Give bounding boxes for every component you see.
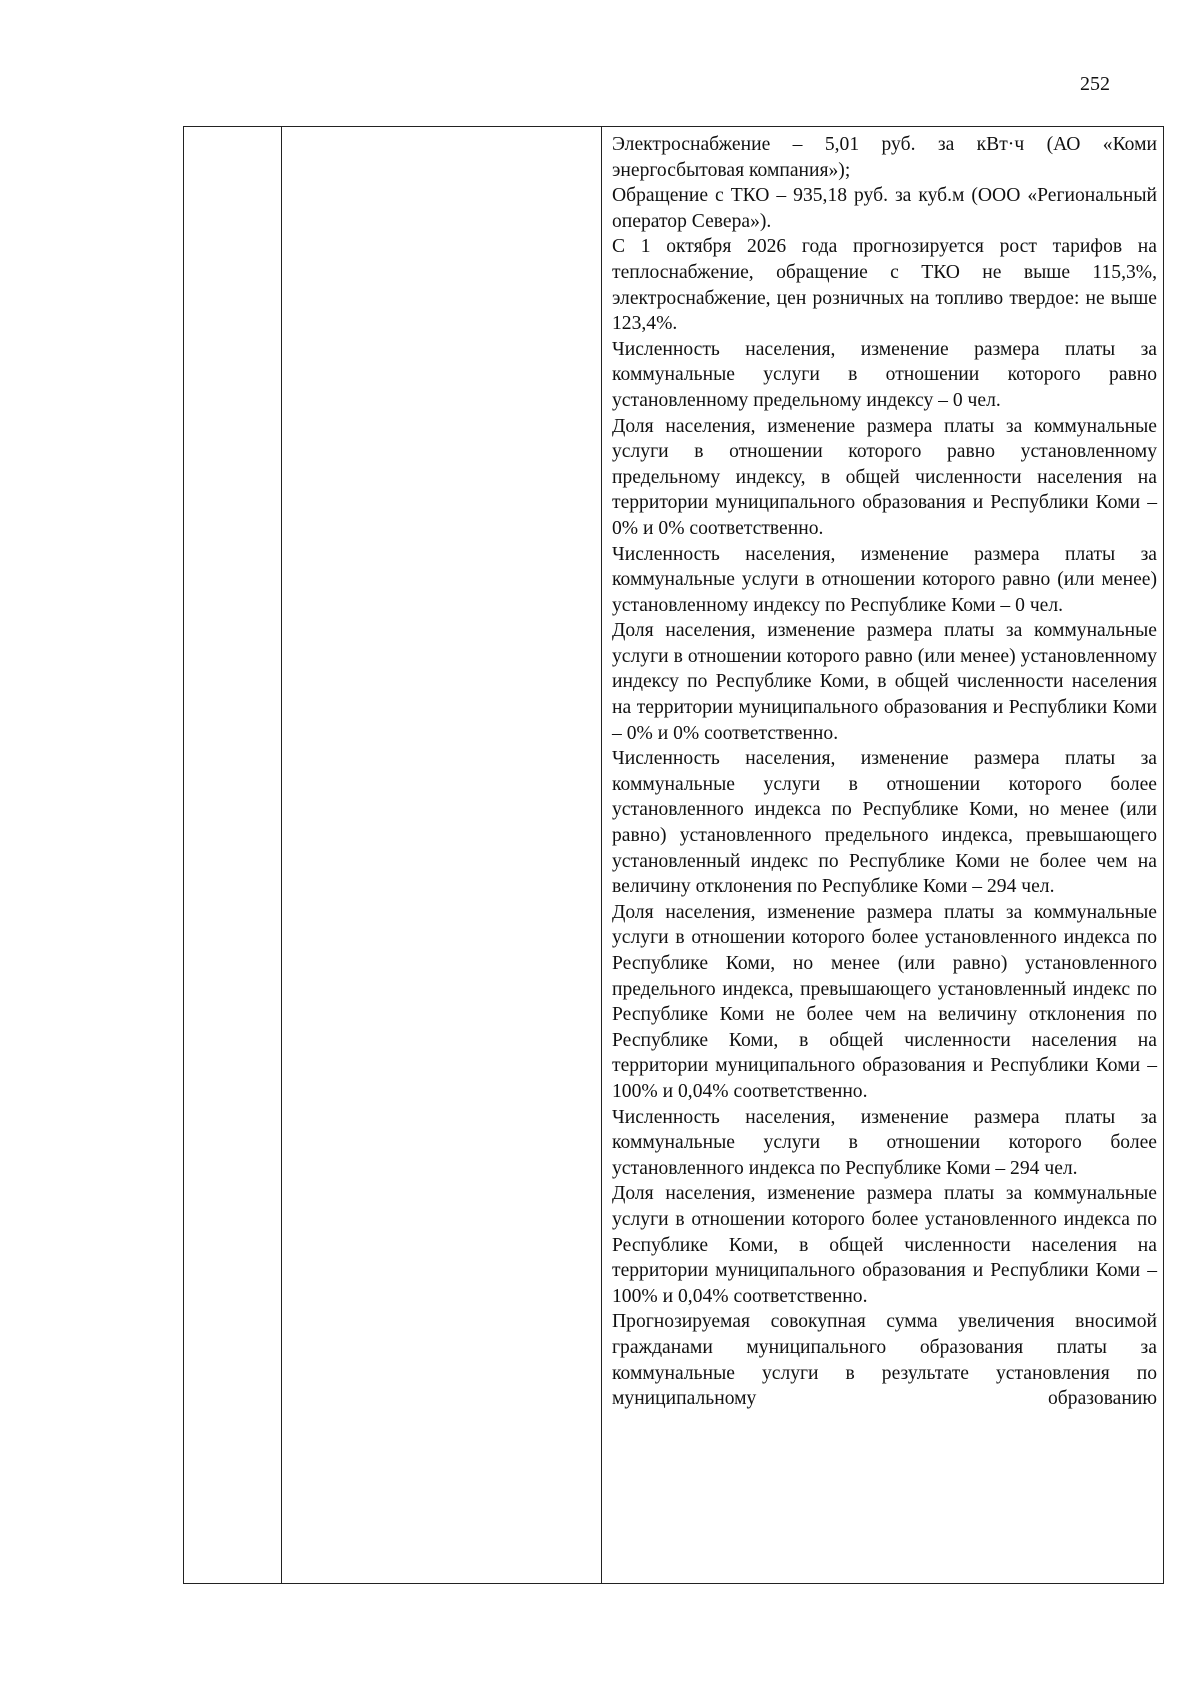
table-row (184, 127, 1164, 1584)
table-cell-first-column (184, 127, 282, 1584)
page-number: 252 (1080, 73, 1110, 95)
paragraph-share-equal-limit: Доля населения, изменение размера платы за коммунальные услуги в отношении которого равно установленному предельному индексу, в общей численности населения на территории муниципального образования и Республики Коми – 0% и 0% соответственно. (612, 415, 1157, 539)
paragraph-population-equal-or-less-index: Численность населения, изменение размера платы за коммунальные услуги в отношении которого равно (или менее) установленному индексу по Республике Коми – 0 чел. (612, 543, 1157, 616)
paragraph-share-equal-or-less-index: Доля населения, изменение размера платы за коммунальные услуги в отношении которого равно (или менее) установленному индексу по Республике Коми, в общей численности населения на территории муниципального образования и Республики Коми – 0% и 0% соответственно. (612, 620, 1157, 744)
paragraph-forecast-total-increase: Прогнозируемая совокупная сумма увеличения вносимой гражданами муниципального образования платы за коммунальные услуги в результате установления по муниципальному образованию (612, 1311, 1157, 1410)
paragraph-population-above-index-within-deviation: Численность населения, изменение размера платы за коммунальные услуги в отношении которого более установленного индекса по Республике Коми, но менее (или равно) установленного предельного индекса, превышающего установленный индекс по Республике Коми не более чем на величину отклонения по Республике Коми – 294 чел. (612, 748, 1157, 898)
paragraph-waste-tariff: Обращение с ТКО – 935,18 руб. за куб.м (ООО «Региональный оператор Севера»). (612, 185, 1157, 232)
cell-text-block (602, 127, 1163, 1412)
table-cell-second-column (282, 127, 602, 1584)
paragraph-population-equal-limit: Численность населения, изменение размера платы за коммунальные услуги в отношении которого равно установленному предельному индексу – 0 чел. (612, 338, 1157, 411)
paragraph-electricity-tariff: Электроснабжение – 5,01 руб. за кВт·ч (АО «Коми энергосбытовая компания»); (612, 134, 1157, 181)
paragraph-population-above-index: Численность населения, изменение размера платы за коммунальные услуги в отношении которого более установленного индекса по Республике Коми – 294 чел. (612, 1106, 1157, 1179)
paragraph-share-above-index: Доля населения, изменение размера платы за коммунальные услуги в отношении которого более установленного индекса по Республике Коми, в общей численности населения на территории муниципального образования и Республики Коми – 100% и 0,04% соответственно. (612, 1183, 1157, 1307)
paragraph-tariff-forecast: С 1 октября 2026 года прогнозируется рост тарифов на теплоснабжение, обращение с ТКО не выше 115,3%, электроснабжение, цен розничных на топливо твердое: не выше 123,4%. (612, 236, 1157, 335)
paragraph-share-above-index-within-deviation: Доля населения, изменение размера платы за коммунальные услуги в отношении которого более установленного индекса по Республике Коми, но менее (или равно) установленного предельного индекса, превышающего установленный индекс по Республике Коми не более чем на величину отклонения по Республике Коми, в общей численности населения на территории муниципального образования и Республики Коми – 100% и 0,04% соответственно. (612, 901, 1157, 1102)
table-cell-content (602, 127, 1164, 1584)
document-table (183, 126, 1164, 1584)
